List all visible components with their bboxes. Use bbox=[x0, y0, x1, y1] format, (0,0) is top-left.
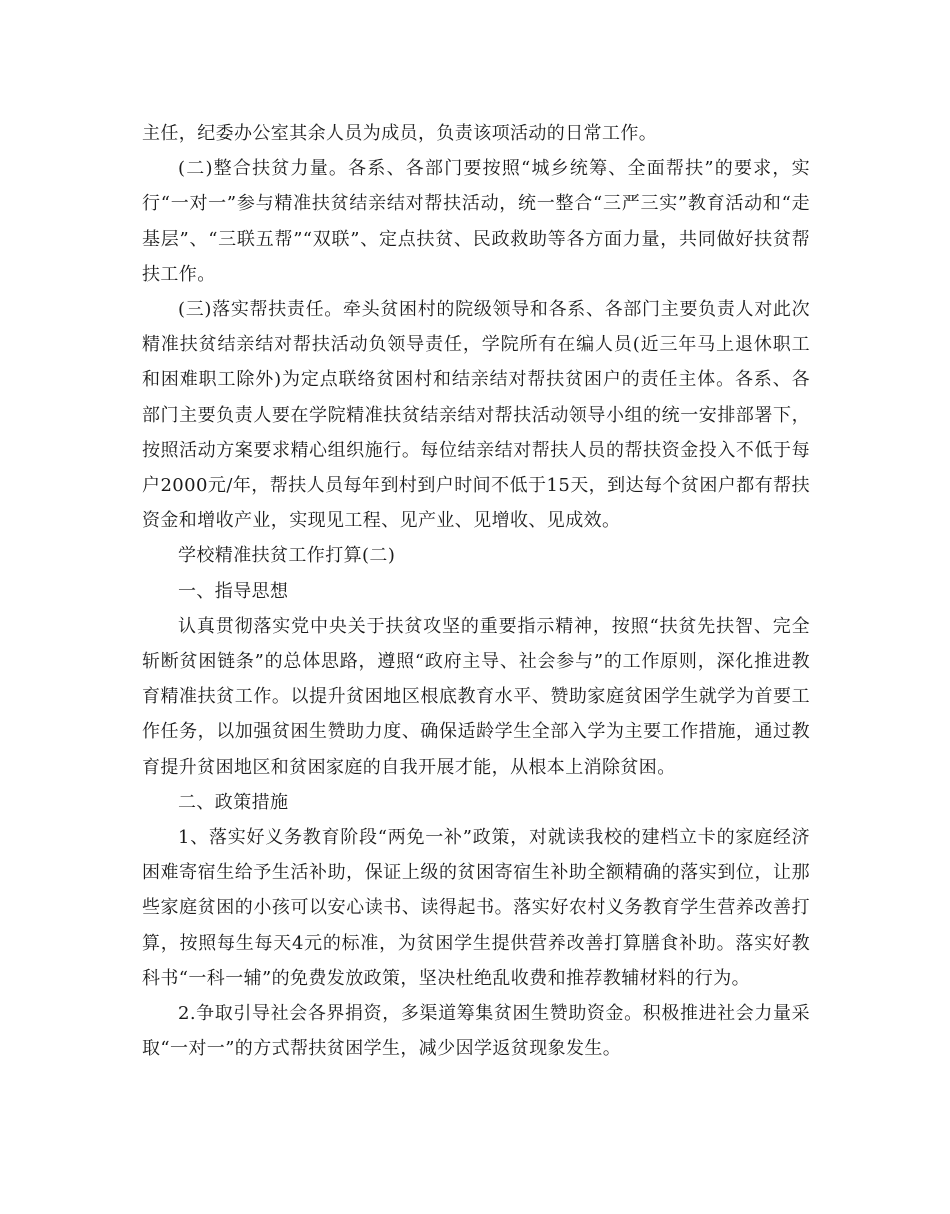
document-body bbox=[142, 116, 810, 1066]
section-title-plan-two: 学校精准扶贫工作打算(二) bbox=[178, 545, 396, 567]
paragraph-measure-one: 1、落实好义务教育阶段“两免一补”政策，对就读我校的建档立卡的家庭经济困难寄宿生给予生活补助，保证上级的贫困寄宿生补助全额精确的落实到位，让那些家庭贫困的小孩可以安心读书、读得起书。落实好农村义务教育学生营养改善打算，按照每生每天4元的标准，为贫困学生提供营养改善打算膳食补助。落实好教科书“一科一辅”的免费发放政策，坚决杜绝乱收费和推荐教辅材料的行为。 bbox=[142, 827, 810, 989]
paragraph-implement-responsibility: (三)落实帮扶责任。牵头贫困村的院级领导和各系、各部门主要负责人对此次精准扶贫结亲结对帮扶活动负领导责任，学院所有在编人员(近三年马上退休职工和困难职工除外)为定点联络贫困村和结亲结对帮扶贫困户的责任主体。各系、各部门主要负责人要在学院精准扶贫结亲结对帮扶活动领导小组的统一安排部署下，按照活动方案要求精心组织施行。每位结亲结对帮扶人员的帮扶资金投入不低于每户2000元/年，帮扶人员每年到村到户时间不低于15天，到达每个贫困户都有帮扶资金和增收产业，实现见工程、见产业、见增收、见成效。 bbox=[142, 299, 810, 532]
paragraph-guiding-ideology: 认真贯彻落实党中央关于扶贫攻坚的重要指示精神，按照“扶贫先扶智、完全斩断贫困链条”的总体思路，遵照“政府主导、社会参与”的工作原则，深化推进教育精准扶贫工作。以提升贫困地区根底教育水平、赞助家庭贫困学生就学为首要工作任务，以加强贫困生赞助力度、确保适龄学生全部入学为主要工作措施，通过教育提升贫困地区和贫困家庭的自我开展才能，从根本上消除贫困。 bbox=[142, 615, 810, 778]
heading-policy-measures: 二、政策措施 bbox=[178, 791, 289, 813]
paragraph-integrate-forces: (二)整合扶贫力量。各系、各部门要按照“城乡统筹、全面帮扶”的要求，实行“一对一”参与精准扶贫结亲结对帮扶活动，统一整合“三严三实”教育活动和“走基层”、“三联五帮”“双联”、定点扶贫、民政救助等各方面力量，共同做好扶贫帮扶工作。 bbox=[142, 158, 810, 285]
paragraph-measure-two: 2.争取引导社会各界捐资，多渠道筹集贫困生赞助资金。积极推进社会力量采取“一对一”的方式帮扶贫困学生，减少因学返贫现象发生。 bbox=[142, 1003, 810, 1060]
paragraph-intro-continuation: 主任，纪委办公室其余人员为成员，负责该项活动的日常工作。 bbox=[142, 123, 658, 144]
heading-guiding-ideology: 一、指导思想 bbox=[178, 580, 289, 602]
